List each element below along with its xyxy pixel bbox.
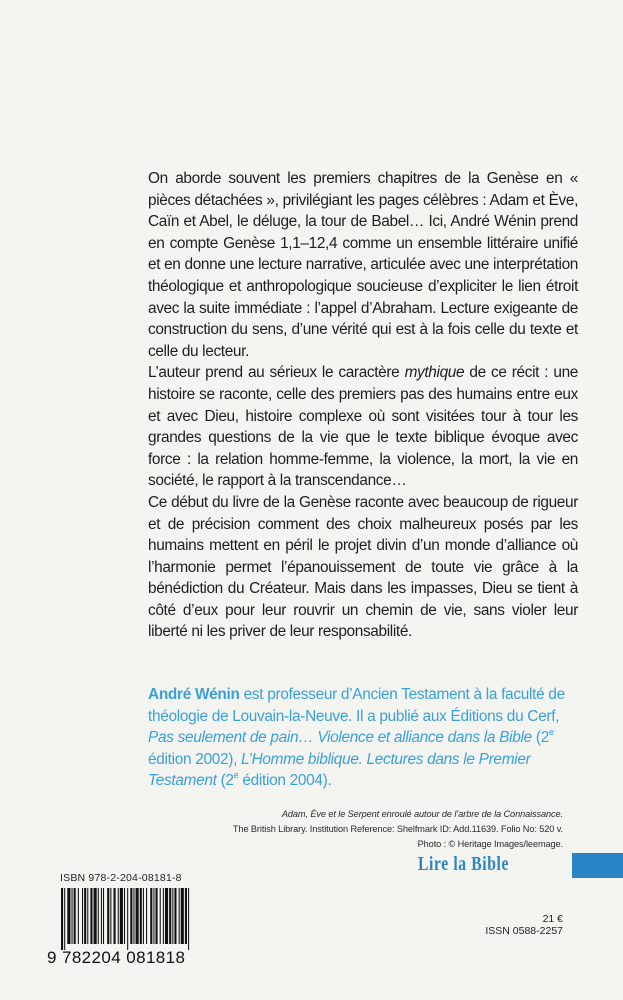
barcode-bar	[169, 888, 171, 944]
author-bio	[148, 684, 578, 792]
barcode-bar	[114, 888, 116, 944]
barcode-bar	[146, 888, 147, 944]
barcode-bar	[87, 888, 88, 944]
image-credits	[123, 807, 563, 852]
barcode-bar	[133, 888, 134, 944]
barcode-bar	[67, 888, 70, 944]
edition-1-close: édition 2002),	[148, 750, 242, 768]
barcode-bar	[163, 888, 164, 944]
barcode-bar	[72, 888, 73, 944]
barcode-bar	[110, 888, 111, 944]
barcode-bar	[82, 888, 83, 944]
barcode-bar	[84, 888, 86, 944]
barcode-bar	[150, 888, 152, 944]
credit-caption: Adam, Ève et le Serpent enroulé autour de l’arbre de la Connaissance.	[281, 809, 563, 819]
barcode-bar	[61, 888, 63, 950]
barcode-bar	[153, 888, 154, 944]
barcode-bar	[78, 888, 79, 944]
barcode-bar	[188, 888, 189, 950]
issn: ISSN 0588-2257	[485, 925, 563, 937]
blurb-p2-end: de ce récit : une histoire se raconte, celle des premiers pas des humains entre eux et avec Dieu, histoire complexe où sont visitées tour à tour les grandes questions de la vie que le texte biblique évoque avec force : la relation homme-femme, la violence, la mort, la vie en société, le rapport à la transcendance…	[148, 364, 578, 490]
barcode-bars	[47, 888, 197, 950]
barcode-bar	[94, 888, 97, 944]
barcode-bar	[185, 888, 187, 944]
barcode-bar	[74, 888, 76, 944]
barcode-bar	[130, 888, 132, 944]
series-title: Lire la Bible	[418, 853, 510, 875]
barcode-bar	[160, 888, 161, 944]
barcode-bar	[179, 888, 180, 944]
author-book-1: Pas seulement de pain… Violence et alliance dans la Bible	[148, 729, 532, 747]
barcode-bar	[165, 888, 168, 944]
author-book-2: L’Homme biblique. Lectures dans le Premier Testament	[148, 750, 531, 790]
barcode-bar	[136, 888, 139, 944]
edition-2-sup: e	[233, 770, 239, 781]
barcode	[47, 888, 197, 966]
credit-reference: The British Library. Institution Reference: Shelfmark ID: Add.11639. Folio No: 520 v.	[232, 824, 563, 834]
barcode-bar	[174, 888, 176, 944]
barcode-bar	[120, 888, 123, 944]
barcode-bar	[156, 888, 158, 944]
edition-2-close: édition 2004).	[238, 772, 332, 790]
author-bio-text: est professeur d’Ancien Testament à la faculté de théologie de Louvain-la-Neuve. Il a publié aux Éditions du Cerf,	[148, 686, 565, 725]
barcode-bar	[143, 888, 144, 944]
price: 21 €	[542, 913, 563, 925]
barcode-digits: 9 782204 081818	[47, 948, 186, 967]
barcode-bar	[107, 888, 109, 944]
barcode-bar	[64, 888, 65, 950]
barcode-bar	[181, 888, 184, 944]
barcode-bar	[101, 888, 102, 944]
barcode-bar	[140, 888, 142, 944]
barcode-bar	[90, 888, 92, 944]
edition-1-sup: e	[548, 727, 554, 738]
credit-photo: Photo : © Heritage Images/leemage.	[417, 839, 563, 849]
blurb-paragraph-3: Ce début du livre de la Genèse raconte avec beaucoup de rigueur et de précision comment des choix malheureux posés par les humains mettent en péril le projet divin d’un monde d’alliance où l’harmonie permet l’épanouissement de toute vie grâce à la bénédiction du Créateur. Mais dans les impasses, Dieu se tient à côté d’eux pour leur rouvrir un chemin de vie, sans violer leur liberté ni les priver de leur responsabilité.	[148, 493, 578, 641]
series-color-bar	[572, 853, 623, 878]
barcode-bar	[127, 888, 128, 950]
isbn-label: ISBN 978-2-204-08181-8	[60, 872, 182, 884]
blurb-text	[148, 168, 578, 643]
barcode-bar	[103, 888, 104, 944]
blurb-p2-emphasis: mythique	[404, 364, 465, 382]
barcode-bar	[172, 888, 173, 944]
barcode-bar	[124, 888, 125, 944]
edition-1-open: (2	[531, 729, 549, 747]
blurb-p2-start: L’auteur prend au sérieux le caractère	[148, 364, 405, 382]
barcode-bar	[118, 888, 119, 944]
edition-2-open: (2	[216, 772, 234, 790]
author-name: André Wénin	[148, 686, 240, 703]
blurb-paragraph-2	[148, 362, 578, 492]
blurb-paragraph-1: On aborde souvent les premiers chapitres de la Genèse en « pièces détachées », privilégiant les pages célèbres : Adam et Ève, Caïn et Abel, le déluge, la tour de Babel… Ici, André Wénin prend en compte Genèse 1,1–12,4 comme un ensemble littéraire unifié et en donne une lecture narrative, articulée avec une interprétation théologique et anthropologique soucieuse d’expliciter le lien étroit avec la suite immédiate : l’appel d’Abraham. Lecture exigeante de construction du sens, d’une vérité qui est à la fois celle du texte et celle du lecteur.	[148, 170, 578, 360]
barcode-bar	[98, 888, 99, 944]
